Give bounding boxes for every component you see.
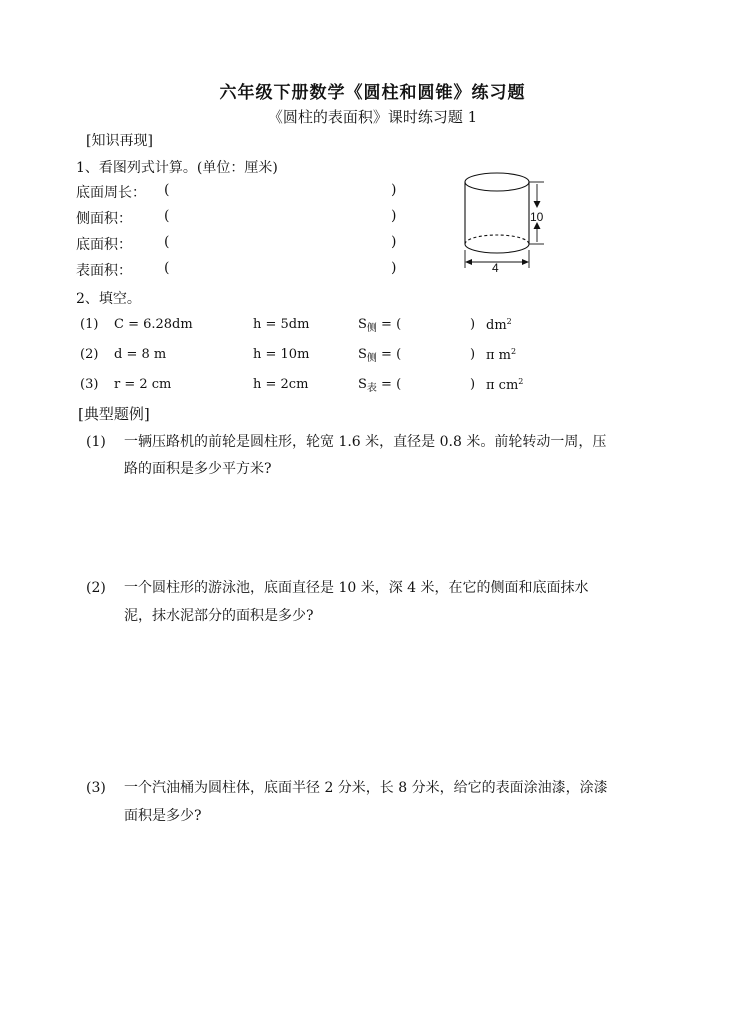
area-equals: = ( <box>376 317 402 332</box>
q1-row-label: 底面积： <box>76 237 132 253</box>
q1-row-open-paren: ( <box>164 208 170 224</box>
q1-row-close-paren: ) <box>391 260 397 276</box>
q2-row-height: h = 5dm <box>253 317 310 332</box>
area-subscript: 侧 <box>366 323 377 334</box>
q2-row-area <box>358 347 401 364</box>
q2-row-unit <box>486 347 516 363</box>
diameter-label: 4 <box>492 261 499 275</box>
q2-row-close-paren: ) <box>470 317 476 332</box>
q2-row-unit <box>486 317 512 333</box>
section-knowledge-review: [知识再现] <box>86 133 153 149</box>
area-equals: = ( <box>376 347 402 362</box>
problem-text-line2: 面积是多少? <box>124 808 202 824</box>
q2-row-number: (3) <box>80 377 99 392</box>
q2-row-close-paren: ) <box>470 377 476 392</box>
area-subscript: 表 <box>366 383 377 394</box>
unit-text: dm <box>486 318 507 333</box>
q2-row-number: (2) <box>80 347 99 362</box>
q2-row-height: h = 2cm <box>253 377 309 392</box>
q1-row-close-paren: ) <box>391 234 397 250</box>
problem-text-line1: 一辆压路机的前轮是圆柱形，轮宽 1.6 米，直径是 0.8 米。前轮转动一周，压 <box>124 434 607 450</box>
q2-heading: 2、填空。 <box>76 291 141 307</box>
q1-row-close-paren: ) <box>391 208 397 224</box>
unit-superscript: 2 <box>518 377 524 386</box>
height-label: 10 <box>530 210 544 224</box>
q1-row-label: 底面周长： <box>76 185 146 201</box>
q2-row-given: r = 2 cm <box>114 377 172 392</box>
unit-superscript: 2 <box>511 347 517 356</box>
problem-text-line1: 一个圆柱形的游泳池，底面直径是 10 米，深 4 米，在它的侧面和底面抹水 <box>124 580 589 596</box>
q2-row-number: (1) <box>80 317 99 332</box>
problem-number: (3) <box>86 780 106 796</box>
q1-heading: 1、看图列式计算。(单位：厘米) <box>76 160 278 176</box>
area-subscript: 侧 <box>366 353 377 364</box>
area-equals: = ( <box>376 377 402 392</box>
q2-row-area <box>358 377 401 394</box>
q2-row-close-paren: ) <box>470 347 476 362</box>
problem-text-line2: 路的面积是多少平方米? <box>124 461 272 477</box>
q1-row-label: 侧面积： <box>76 211 132 227</box>
problem-number: (1) <box>86 434 106 450</box>
area-symbol: S <box>358 377 367 392</box>
q2-row-given: d = 8 m <box>114 347 167 362</box>
q2-row-height: h = 10m <box>253 347 310 362</box>
q1-row-close-paren: ) <box>391 182 397 198</box>
page-subtitle: 《圆柱的表面积》课时练习题 1 <box>267 108 478 126</box>
page-title: 六年级下册数学《圆柱和圆锥》练习题 <box>219 83 526 103</box>
q1-row-open-paren: ( <box>164 234 170 250</box>
area-symbol: S <box>358 317 367 332</box>
q1-row-label: 表面积： <box>76 263 132 279</box>
unit-text: π cm <box>486 378 519 393</box>
unit-text: π m <box>486 348 512 363</box>
section-typical-examples: [典型题例] <box>78 405 150 423</box>
problem-text-line2: 泥，抹水泥部分的面积是多少? <box>124 608 314 624</box>
problem-number: (2) <box>86 580 106 596</box>
cylinder-figure <box>455 166 555 276</box>
q2-row-area <box>358 317 401 334</box>
problem-text-line1: 一个汽油桶为圆柱体，底面半径 2 分米，长 8 分米，给它的表面涂油漆，涂漆 <box>124 780 608 796</box>
unit-superscript: 2 <box>506 317 512 326</box>
q2-row-given: C = 6.28dm <box>114 317 193 332</box>
q1-row-open-paren: ( <box>164 182 170 198</box>
area-symbol: S <box>358 347 367 362</box>
q1-row-open-paren: ( <box>164 260 170 276</box>
q2-row-unit <box>486 377 523 393</box>
